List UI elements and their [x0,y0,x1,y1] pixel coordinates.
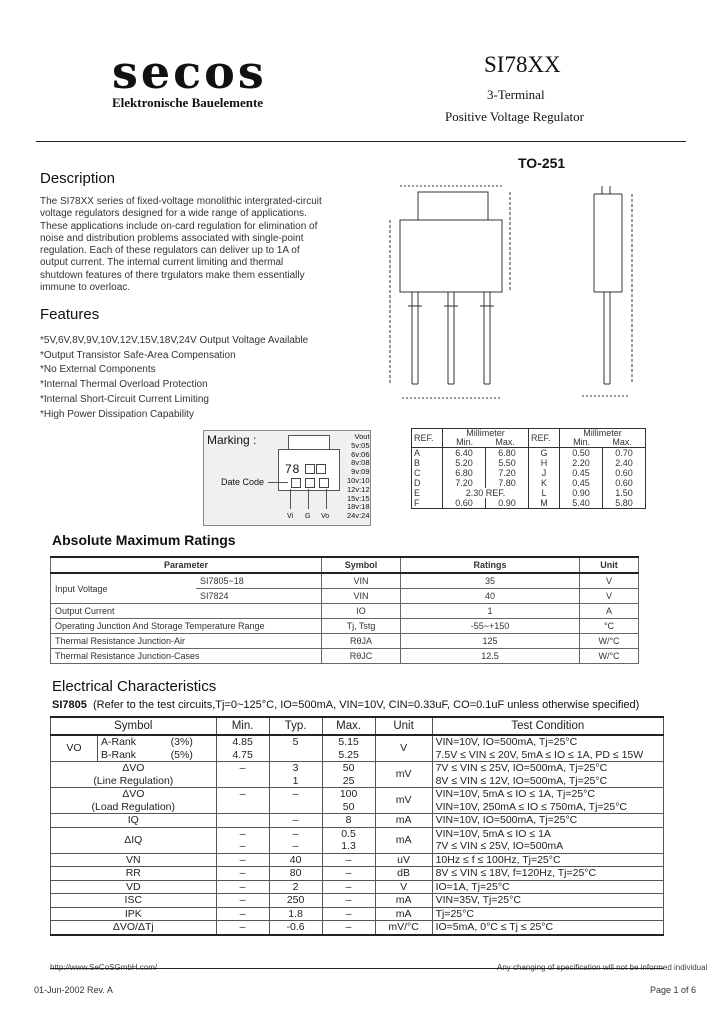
test-conditions: SI7805 (Refer to the test circuits,Tj=0~125°C, IO=500mA, VIN=10V, CIN=0.33uF, CO=0.1uF unless otherwise specified) [52,699,640,711]
marking-lead [290,489,291,509]
marking-code-box [305,464,315,474]
table-row: D 7.20 7.80 K 0.45 0.60 [412,478,646,488]
feature-item: *Output Transistor Safe-Area Compensation [40,349,236,361]
date-code-box [305,478,315,488]
table-row: VO A-Rank (3%) 4.85 5 5.15 V VIN=10V, IO=500mA, Tj=25°C [51,735,664,749]
vout-header: Vout [354,432,370,441]
col-ratings: Ratings [401,557,580,573]
logo-subtitle: Elektronische Bauelemente [112,95,264,110]
vout-code: 5v:05 [351,440,370,450]
footer-page: Page 1 of 6 [650,985,697,995]
date-code-box [319,478,329,488]
footer-url[interactable]: http://www.SeCoSGmbH.com/ [50,963,158,972]
header-divider [36,141,686,142]
description-heading: Description [40,170,116,187]
vout-code: 18v:18 [347,502,370,512]
package-drawing [382,178,652,418]
marking-box [203,430,371,526]
feature-item: *Internal Short-Circuit Current Limiting [40,393,209,405]
table-row: VN – 40 – uV 10Hz ≤ f ≤ 100Hz, Tj=25°C [51,853,664,867]
marking-title: Marking : [207,433,257,447]
table-row: C 6.80 7.20 J 0.45 0.60 [412,468,646,478]
feature-item: *High Power Dissipation Capability [40,408,194,420]
dim-header-ref: REF. [529,429,560,448]
footer-note: Any changing of specification will not be informed individual [497,963,708,972]
marking-code: 78 [285,462,301,476]
dimension-header [412,429,646,448]
vout-code: 24v:24 [347,511,370,521]
col-unit: Unit [580,557,639,573]
vout-code: 9v:09 [351,467,370,477]
dim-header-unit: Millimeter Min. Max. [560,429,646,448]
table-row: (Line Regulation) 1 25 8V ≤ VIN ≤ 12V, IO=500mA, Tj=25°C [51,775,664,788]
marking-chip [278,449,340,491]
table-row: ΔVO – 3 50 mV 7V ≤ VIN ≤ 25V, IO=500mA, Tj=25°C [51,762,664,775]
table-row: ΔVO/ΔTj – -0.6 – mV/°C IO=5mA, 0°C ≤ Tj ≤ 25°C [51,921,664,935]
table-row: E 2.30 REF. L 0.90 1.50 [412,488,646,498]
features-list [40,334,308,422]
table-row: ΔIQ – – 0.5 mA VIN=10V, 5mA ≤ IO ≤ 1A [51,827,664,840]
param-input-voltage: Input Voltage [51,573,197,604]
electrical-table [50,716,664,936]
marking-lead [326,489,327,509]
date-code-arrow [268,482,288,483]
vout-code: 10v:10 [347,475,370,485]
subtitle-regulator: Positive Voltage Regulator [445,109,584,124]
pin-label: Vi [287,513,294,520]
table-row: – – 1.3 7V ≤ VIN ≤ 25V, IO=500mA [51,840,664,853]
subtitle-terminal: 3-Terminal [487,87,545,102]
table-row: RR – 80 – dB 8V ≤ VIN ≤ 18V, f=120Hz, Tj=25°C [51,867,664,881]
table-row: A 6.40 6.80 G 0.50 0.70 [412,448,646,459]
table-header [51,557,639,573]
feature-item: *No External Components [40,364,156,376]
pin-label: Vo [321,513,330,520]
table-row: VD – 2 – V IO=1A, Tj=25°C [51,880,664,894]
dim-header-unit: Millimeter Min. Max. [443,429,529,448]
table-row: SI7824 VIN 40 V [51,589,639,604]
description-text: The SI78XX series of fixed-voltage monolithic intergrated-circuit voltage regulators designed for a wide range of applications. These applications include on-card regulation for elimination of noise and distribution problems associated with single-point regulation. Each of these regulators can deliver up to 1A of output current. The internal current limiting and thermal shutdown features of there trgulators make them essentially immune to overloac. [40,196,322,294]
pin-label: G [305,513,311,520]
table-row: F 0.60 0.90 M 5.40 5.80 [412,498,646,509]
date-code-box [291,478,301,488]
dim-header-ref: REF. [412,429,443,448]
package-name: TO-251 [518,155,566,171]
abs-max-table [50,556,639,664]
table-row: Operating Junction And Storage Temperature Range Tj, Tstg -55~+150 °C [51,619,639,634]
footer-divider [50,968,664,969]
feature-item: *Internal Thermal Overload Protection [40,379,208,391]
electrical-heading: Electrical Characteristics [52,678,217,695]
table-row: Input Voltage SI7805~18 VIN 35 V [51,573,639,589]
table-row: IQ – 8 mA VIN=10V, IO=500mA, Tj=25°C [51,814,664,828]
table-row: IPK – 1.8 – mA Tj=25°C [51,907,664,921]
vout-list [347,433,370,521]
features-heading: Features [40,306,100,323]
feature-item: *5V,6V,8V,9V,10V,12V,15V,18V,24V Output Voltage Available [40,335,309,346]
date-code-label: Date Code [221,477,265,487]
vout-code: 15v:15 [347,493,370,503]
table-row: (Load Regulation) 50 VIN=10V, 250mA ≤ IO ≤ 750mA, Tj=25°C [51,801,664,814]
dimension-table [411,428,646,509]
table-row: Output Current IO 1 A [51,604,639,619]
part-number: SI78XX [484,52,561,77]
table-row: B 5.20 5.50 H 2.20 2.40 [412,458,646,468]
abs-max-heading: Absolute Maximum Ratings [52,532,236,548]
vout-code: 12v:12 [347,484,370,494]
table-row: B-Rank (5%) 4.75 5.25 7.5V ≤ VIN ≤ 20V, 5mA ≤ IO ≤ 1A, PD ≤ 15W [51,749,664,762]
vout-code: 6v:06 [351,449,370,459]
table-row: Thermal Resistance Junction-Cases RθJC 12.5 W/°C [51,649,639,664]
logo: secos [112,45,267,99]
table-header: Symbol Min. Typ. Max. Unit Test Condition [51,717,664,735]
footer-date: 01-Jun-2002 Rev. A [34,985,113,995]
table-row: ΔVO – – 100 mV VIN=10V, 5mA ≤ IO ≤ 1A, Tj=25°C [51,788,664,801]
vout-code: 8v:08 [351,458,370,468]
table-row: Thermal Resistance Junction-Air RθJA 125 W/°C [51,634,639,649]
marking-code-box [316,464,326,474]
col-parameter: Parameter [51,557,322,573]
col-symbol: Symbol [322,557,401,573]
marking-lead [308,489,309,509]
table-row: ISC – 250 – mA VIN=35V, Tj=25°C [51,894,664,908]
